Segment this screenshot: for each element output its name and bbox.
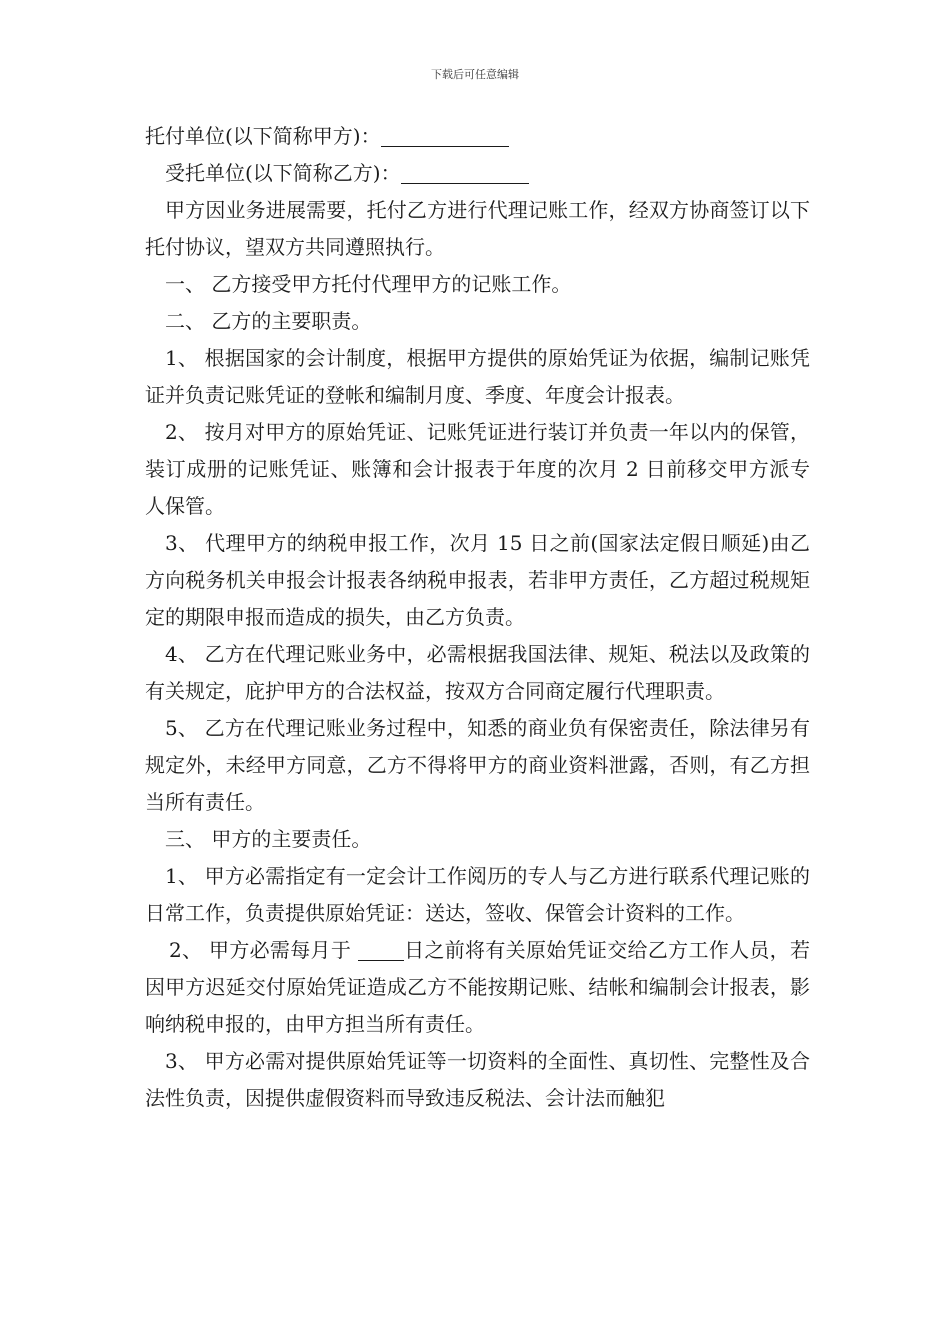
section-2-item-3: 3、 代理甲方的纳税申报工作，次月 15 日之前(国家法定假日顺延)由乙方向税务机关申报会计报表各纳税申报表，若非甲方责任，乙方超过税规矩定的期限申报而造成的损失，由乙方负责。 xyxy=(145,531,810,629)
section-3-item-2-part-2: 日之前将有关原始凭证交给乙方工作人员，若因甲方迟延交付原始凭证造成乙方不能按期记账、结帐和编制会计报表，影响纳税申报的，由甲方担当所有责任。 xyxy=(145,938,810,1036)
day-blank xyxy=(358,938,404,961)
section-3-item-2-part-1: 2、 甲方必需每月于 xyxy=(169,938,358,962)
party-a-label: 托付单位(以下简称甲方)： xyxy=(145,124,381,148)
section-3-item-3: 3、 甲方必需对提供原始凭证等一切资料的全面性、真切性、完整性及合法性负责，因提供虚假资料而导致违反税法、会计法而触犯 xyxy=(145,1049,810,1110)
party-b-line xyxy=(145,155,810,192)
party-b-blank xyxy=(401,161,529,184)
section-3-item-1: 1、 甲方必需指定有一定会计工作阅历的专人与乙方进行联系代理记账的日常工作，负责提供原始凭证：送达，签收、保管会计资料的工作。 xyxy=(145,864,810,925)
contract-body xyxy=(145,118,810,1117)
page-header-note: 下载后可任意编辑 xyxy=(431,68,519,81)
party-b-label: 受托单位(以下简称乙方)： xyxy=(165,161,401,185)
section-3-item-2 xyxy=(145,932,810,1043)
party-a-line xyxy=(145,118,810,155)
section-3-heading: 三、 甲方的主要责任。 xyxy=(165,827,372,851)
section-2-item-1: 1、 根据国家的会计制度，根据甲方提供的原始凭证为依据，编制记账凭证并负责记账凭证的登帐和编制月度、季度、年度会计报表。 xyxy=(145,346,810,407)
party-a-blank xyxy=(381,124,509,147)
section-2-item-5: 5、 乙方在代理记账业务过程中，知悉的商业负有保密责任，除法律另有规定外，未经甲方同意，乙方不得将甲方的商业资料泄露，否则，有乙方担当所有责任。 xyxy=(145,716,810,814)
section-1: 一、 乙方接受甲方托付代理甲方的记账工作。 xyxy=(165,272,572,296)
intro-paragraph: 甲方因业务进展需要，托付乙方进行代理记账工作，经双方协商签订以下托付协议，望双方共同遵照执行。 xyxy=(145,198,810,259)
section-2-item-2: 2、 按月对甲方的原始凭证、记账凭证进行装订并负责一年以内的保管，装订成册的记账凭证、账簿和会计报表于年度的次月 2 日前移交甲方派专人保管。 xyxy=(145,420,810,518)
section-2-item-4: 4、 乙方在代理记账业务中，必需根据我国法律、规矩、税法以及政策的有关规定，庇护甲方的合法权益，按双方合同商定履行代理职责。 xyxy=(145,642,810,703)
section-2-heading: 二、 乙方的主要职责。 xyxy=(165,309,372,333)
